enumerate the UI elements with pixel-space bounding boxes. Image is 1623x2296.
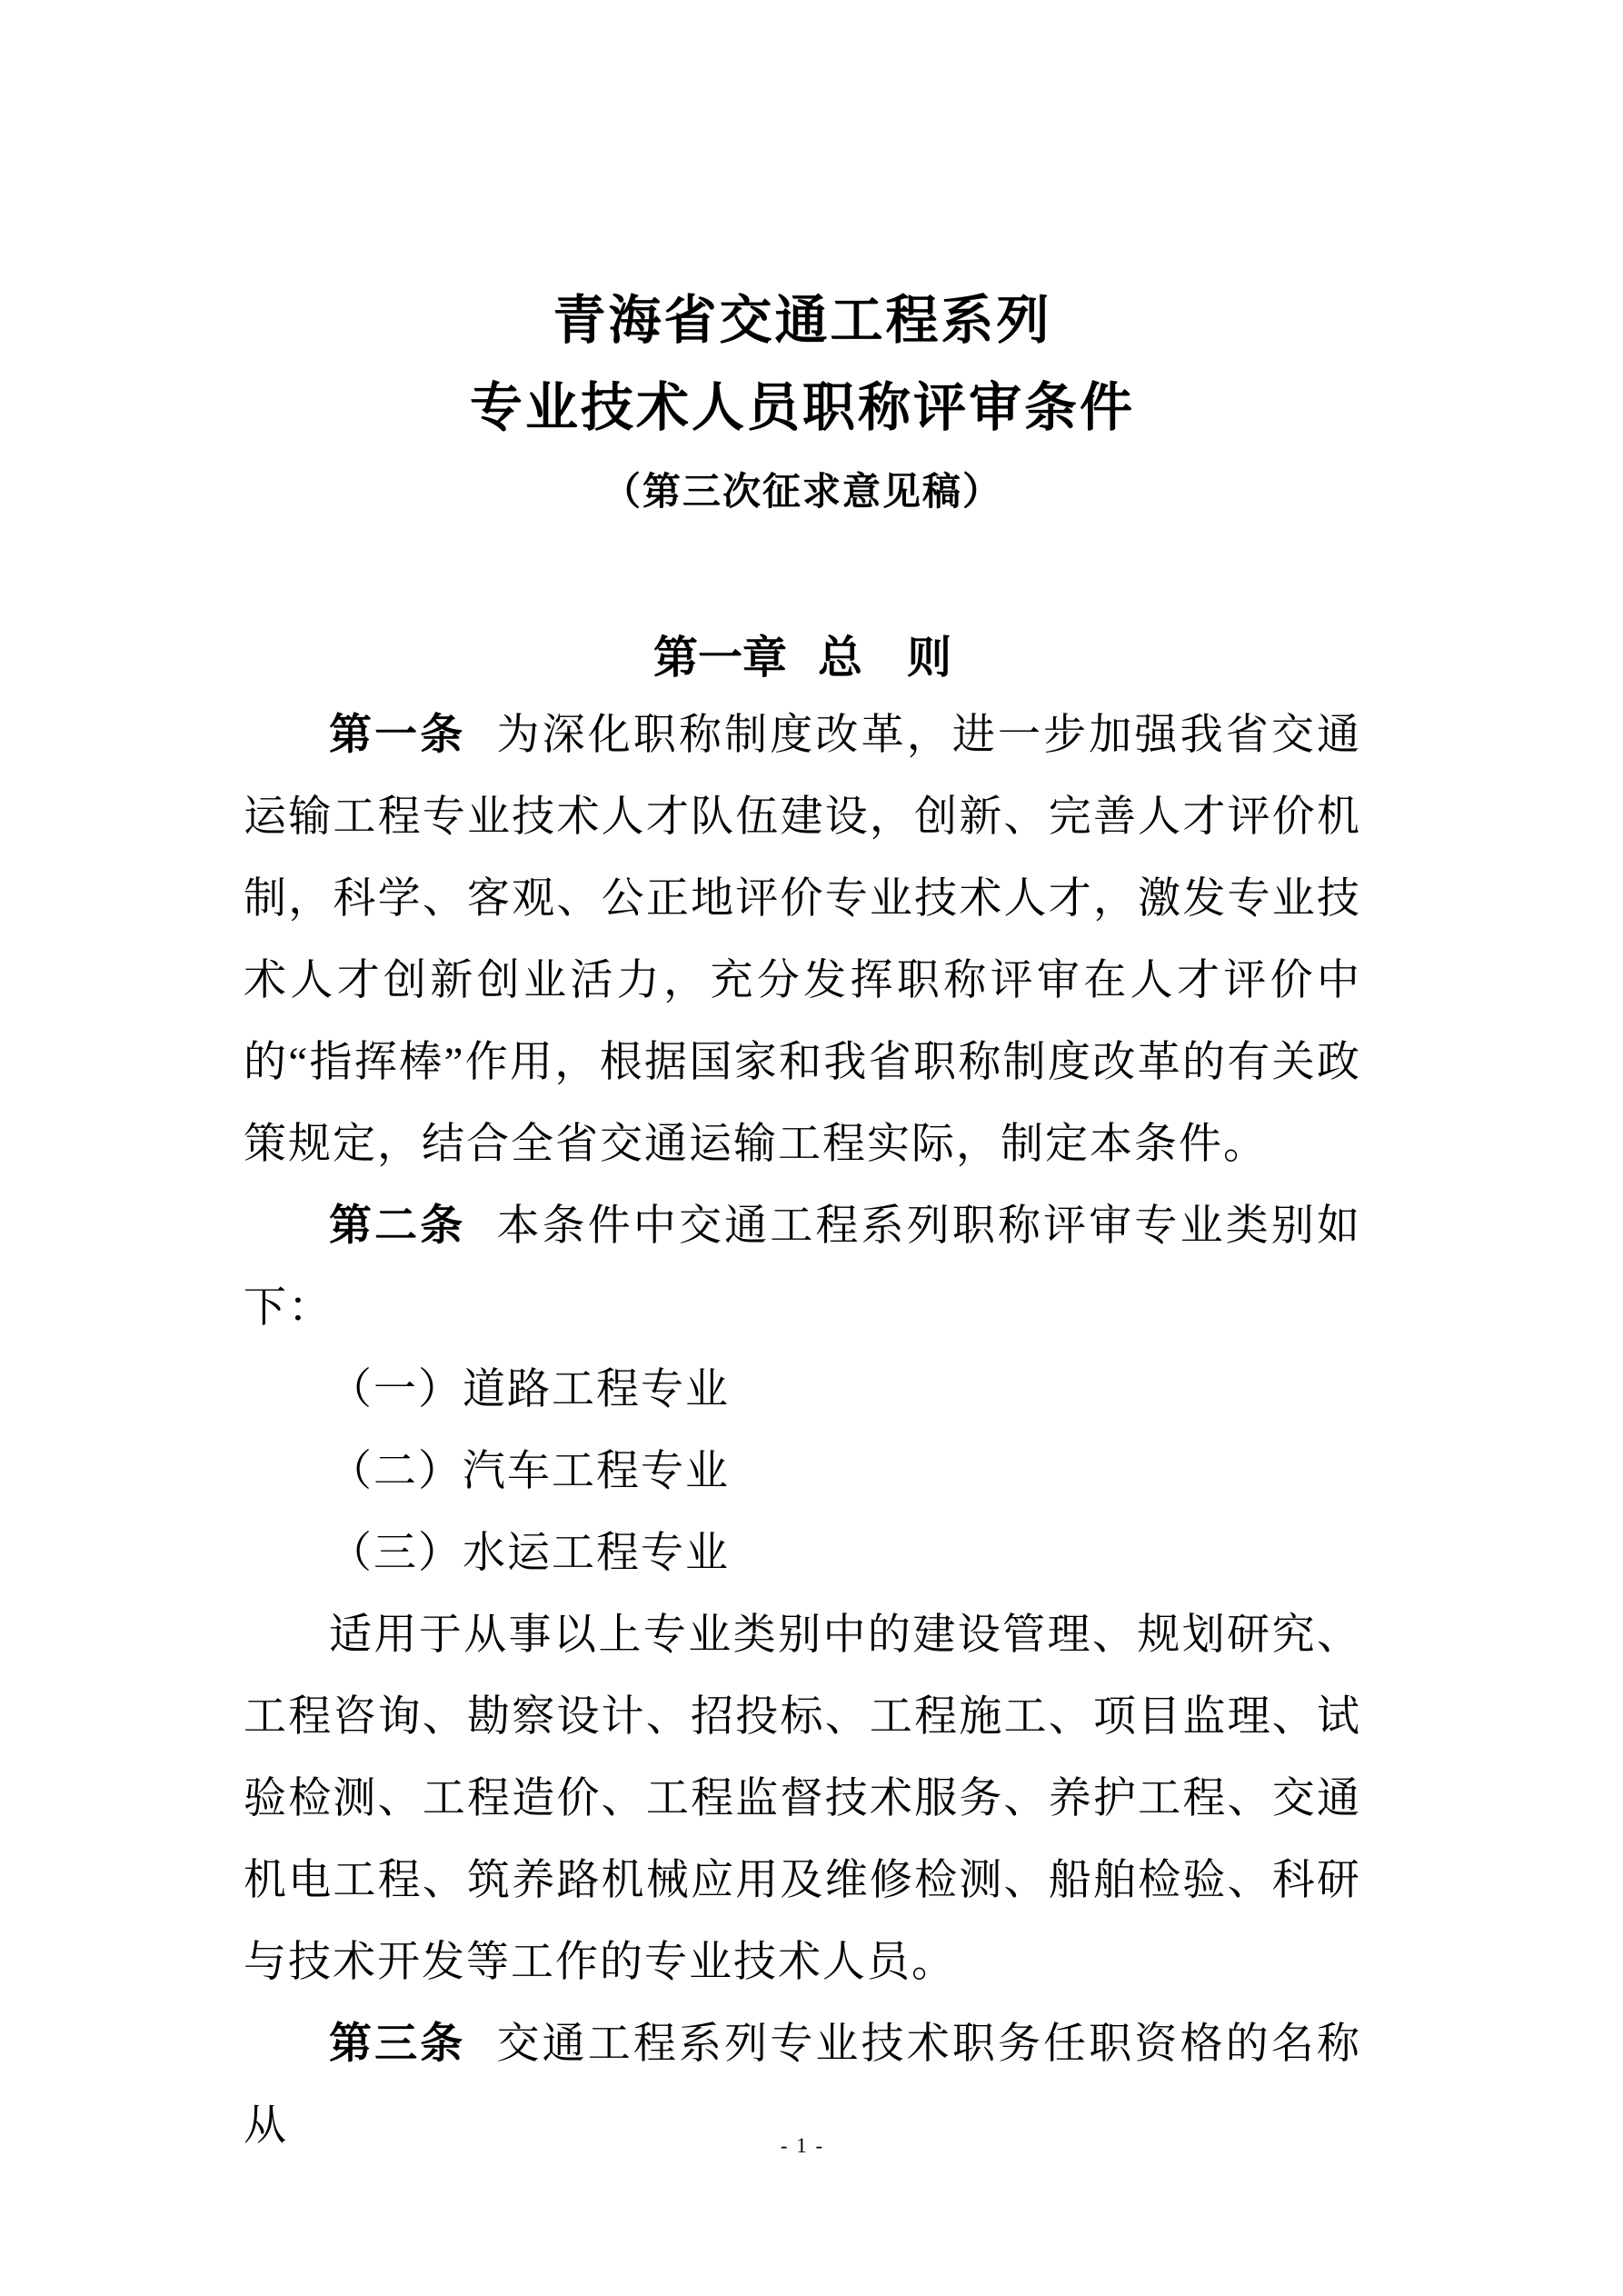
document-content bbox=[244, 293, 1361, 2167]
chapter-heading bbox=[244, 633, 1361, 684]
article-2-lead: 第二条 bbox=[329, 1203, 466, 1250]
article-2-text: 本条件中交通工程系列职称评审专业类别如下： bbox=[244, 1203, 1362, 1332]
page-number: - 1 - bbox=[780, 2134, 825, 2157]
document-body bbox=[244, 694, 1361, 2167]
article-3-lead: 第三条 bbox=[329, 2021, 466, 2068]
category-3-text: （三）水运工程专业 bbox=[329, 1530, 730, 1577]
article-1-text: 为深化职称制度改革，进一步加强我省交通运输工程专业技术人才队伍建设，创新、完善人才评价机制，科学、客观、公正地评价专业技术人才，激发专业技术人才创新创业活力，充分发挥职称评审在人才评价中的“指挥棒”作用，根据国家和我省职称制度改革的有关政策规定，结合全省交通运输工程实际，制定本条件。 bbox=[244, 712, 1362, 1168]
doc-subtitle: （第三次征求意见稿） bbox=[602, 472, 1002, 514]
category-1-text: （一）道路工程专业 bbox=[329, 1366, 730, 1413]
doc-title-line2: 专业技术人员职称评审条件 bbox=[469, 378, 1135, 437]
category-2-text: （二）汽车工程专业 bbox=[329, 1448, 730, 1495]
scope-text: 适用于从事以上专业类别中的建设管理、规划研究、工程咨询、勘察设计、招投标、工程施工、项目监理、试验检测、工程造价、工程监督技术服务、养护工程、交通机电工程、筑养路机械应用及维修检测、船舶检验、科研与技术开发等工作的专业技术人员。 bbox=[244, 1612, 1361, 1986]
paragraph-category-3 bbox=[244, 1512, 1361, 1594]
chapter-title: 总 则 bbox=[818, 633, 952, 683]
paragraph-article-2 bbox=[244, 1185, 1361, 1349]
article-3-text: 交通工程系列专业技术职务任职资格的名称从 bbox=[244, 2021, 1362, 2150]
doc-title-line1: 青海省交通工程系列 bbox=[553, 291, 1052, 350]
paragraph-article-1 bbox=[244, 694, 1361, 1185]
paragraph-category-2 bbox=[244, 1431, 1361, 1512]
chapter-number: 第一章 bbox=[652, 633, 787, 683]
paragraph-scope bbox=[244, 1594, 1361, 2003]
article-1-lead: 第一条 bbox=[329, 712, 466, 759]
paragraph-category-1 bbox=[244, 1349, 1361, 1431]
